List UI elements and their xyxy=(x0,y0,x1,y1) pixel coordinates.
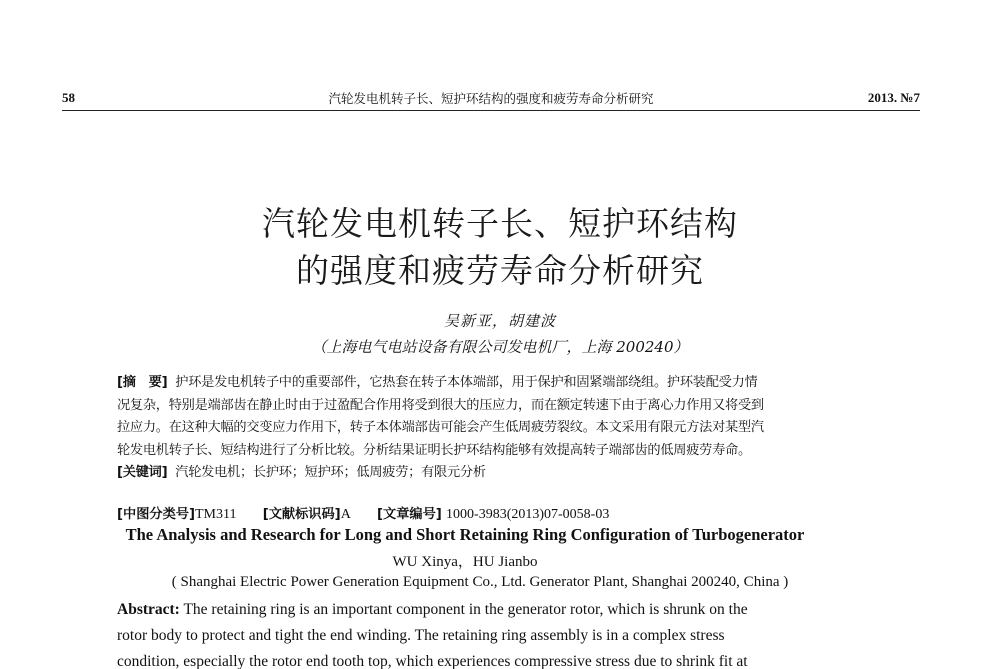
abstract-cn-line: 况复杂，特别是端部齿在静止时由于过盈配合作用将受到很大的压应力，而在额定转速下由于离心力作用又将受到 xyxy=(117,397,764,413)
clc-value: TM311 xyxy=(195,507,237,522)
abstract-cn-label: [摘 要] xyxy=(117,375,168,390)
page-number: 58 xyxy=(62,90,75,105)
clc-label: [中图分类号] xyxy=(117,507,195,522)
keywords-cn-text: 汽轮发电机；长护环；短护环；低周疲劳；有限元分析 xyxy=(175,465,486,480)
running-title: 汽轮发电机转子长、短护环结构的强度和疲劳寿命分析研究 xyxy=(328,91,654,106)
authors-cn: 吴新亚，胡建波 xyxy=(443,312,556,330)
affiliation-en: ( Shanghai Electric Power Generation Equipment Co., Ltd. Generator Plant, Shanghai 200240, China ) xyxy=(171,574,789,590)
keywords-cn xyxy=(117,462,873,485)
abstract-en xyxy=(117,597,872,669)
title-cn-line2: 的强度和疲劳寿命分析研究 xyxy=(296,251,704,290)
abstract-cn-line: 轮发电机转子长、短结构进行了分析比较。分析结果证明长护环结构能够有效提高转子端部齿的低周疲劳寿命。 xyxy=(117,442,751,458)
title-en: The Analysis and Research for Long and Short Retaining Ring Configuration of Turbogenerator xyxy=(125,525,805,544)
abstract-cn-line: 拉应力。在这种大幅的交变应力作用下，转子本体端部齿可能会产生低周疲劳裂纹。本文采用有限元方法对某型汽 xyxy=(117,420,764,435)
article-label: [文章编号] xyxy=(377,507,442,522)
abstract-cn-line xyxy=(117,372,873,395)
abstract-en-line: rotor body to protect and tight the end winding. The retaining ring assembly is in a complex stress xyxy=(117,627,725,644)
doc-code xyxy=(263,507,351,522)
doc-value: A xyxy=(340,507,351,522)
title-cn-line1: 汽轮发电机转子长、短护环结构 xyxy=(262,204,738,243)
keywords-cn-label: [关键词] xyxy=(117,465,168,480)
article-value: 1000-3983(2013)07-0058-03 xyxy=(446,507,610,522)
abstract-en-line xyxy=(117,597,872,623)
abstract-cn-text: 护环是发电机转子中的重要部件，它热套在转子本体端部，用于保护和固紧端部绕组。护环装配受力情 xyxy=(175,375,758,390)
affiliation-cn: （上海电气电站设备有限公司发电机厂，上海 200240） xyxy=(311,338,689,356)
doc-label: [文献标识码] xyxy=(262,507,341,522)
abstract-cn xyxy=(117,372,873,485)
clc-code xyxy=(117,507,236,522)
authors-en: WU Xinya，HU Jianbo xyxy=(392,554,538,570)
issue-number: 2013. №7 xyxy=(867,90,920,105)
abstract-en-line: condition, especially the rotor end tooth top, which experiences compressive stress due to shrink fit at xyxy=(117,653,748,669)
running-header xyxy=(62,88,920,111)
classification-line xyxy=(117,503,897,523)
abstract-en-label: Abstract: xyxy=(117,601,180,618)
article-code xyxy=(377,507,609,522)
abstract-en-text: The retaining ring is an important component in the generator rotor, which is shrunk on the xyxy=(183,601,748,618)
